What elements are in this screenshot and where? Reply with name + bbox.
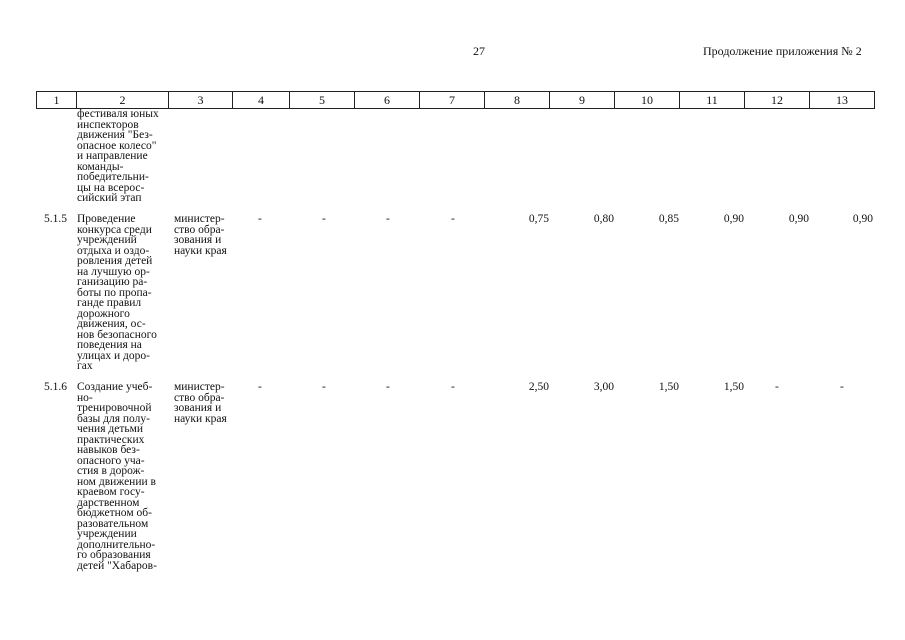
row-description: Проведение конкурса среди учреждений отдыха и оздо- ровления детей на лучшую ор- ганизацию ра- боты по пропа- ганде правил дорожного движения, ос- нов безопасного поведения на улицах и доро- гах [77,213,157,372]
row-executor: министер- ство обра- зования и науки края [174,381,227,425]
value-cell: 0,75 [528,213,549,225]
value-cell: - [386,213,390,225]
value-cell: - [258,213,262,225]
page-number: 27 [473,44,485,58]
value-cell: 0,90 [788,213,809,225]
row-executor: министер- ство обра- зования и науки края [174,213,227,257]
column-header-11: 11 [680,92,745,109]
column-header-12: 12 [745,92,810,109]
value-cell: - [322,381,326,393]
value-cell: 0,80 [593,213,614,225]
value-cell: 0,90 [723,213,744,225]
value-cell: 3,00 [593,381,614,393]
value-cell: - [775,381,779,393]
row-id: 5.1.6 [44,381,67,393]
value-cell: 2,50 [528,381,549,393]
appendix-note: Продолжение приложения № 2 [703,44,862,58]
column-header-6: 6 [355,92,420,109]
value-cell: - [840,381,844,393]
row-description: Создание учеб- но- тренировочной базы для полу- чения детьми практических навыков без- опасного уча- стия в дорож- ном движении в краевом госу- дарственном бюджетном об- разовательном учреждении дополнительно- го образования детей "Хабаров- [77,381,157,572]
value-cell: - [258,381,262,393]
value-cell: 0,85 [658,213,679,225]
value-cell: - [322,213,326,225]
value-cell: 0,90 [852,213,873,225]
row-description: фестиваля юных инспекторов движения "Без- опасное колесо" и направление команды- победительни- цы на всерос- сийский этап [77,108,159,204]
column-header-5: 5 [290,92,355,109]
column-header-7: 7 [420,92,485,109]
column-header-10: 10 [615,92,680,109]
value-cell: - [451,381,455,393]
column-header-13: 13 [810,92,875,109]
value-cell: 1,50 [723,381,744,393]
column-number-header [36,91,875,109]
column-header-8: 8 [485,92,550,109]
column-header-2: 2 [77,92,169,109]
value-cell: - [386,381,390,393]
column-header-3: 3 [169,92,233,109]
column-header-9: 9 [550,92,615,109]
column-header-1: 1 [37,92,77,109]
value-cell: - [451,213,455,225]
value-cell: 1,50 [658,381,679,393]
column-header-4: 4 [233,92,290,109]
row-id: 5.1.5 [44,213,67,225]
